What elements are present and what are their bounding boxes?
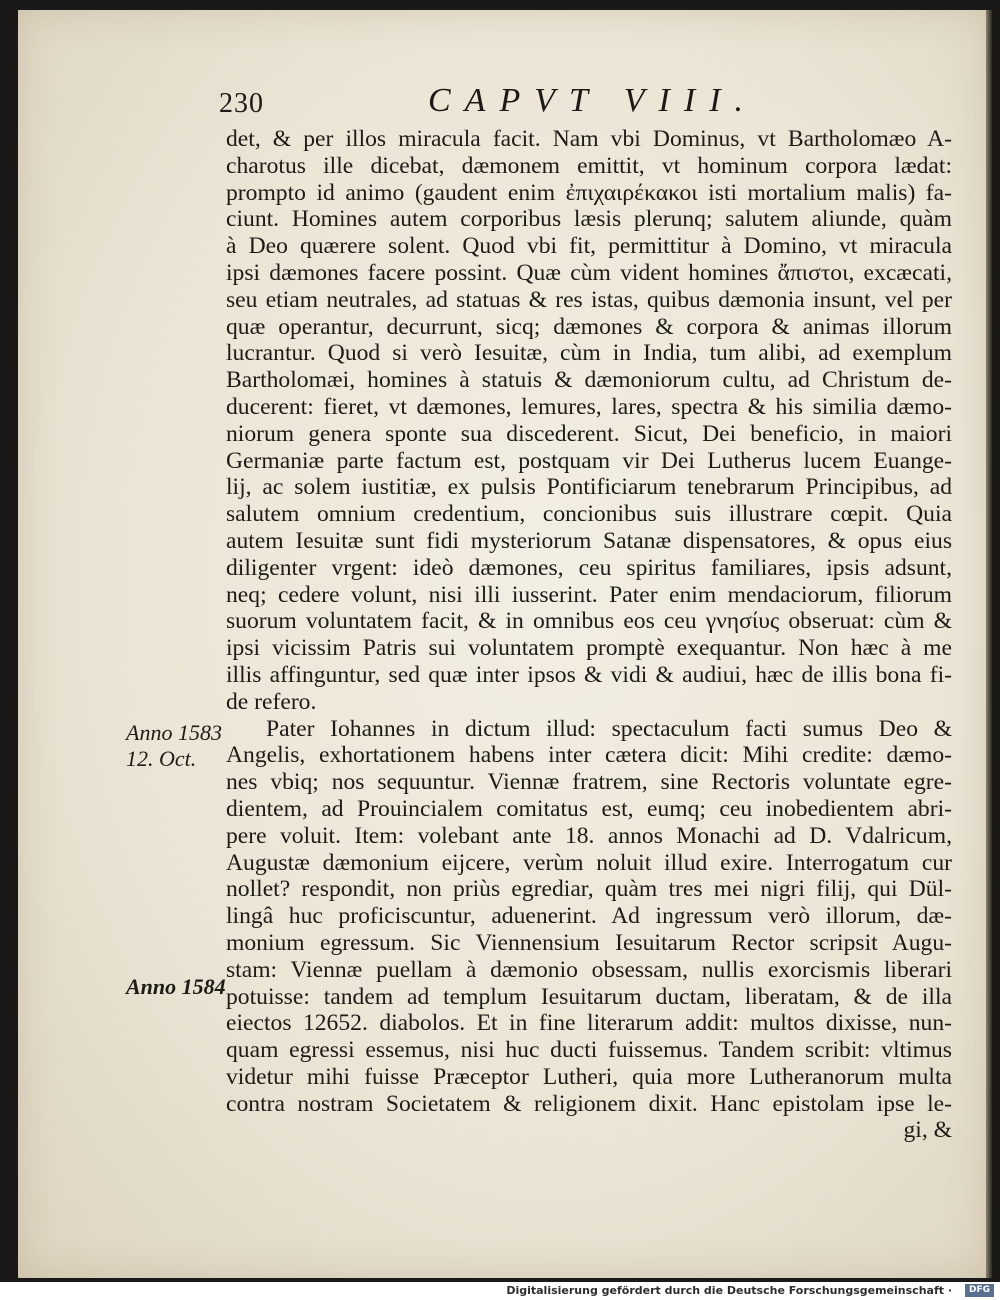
text-line: Bartholomæi, homines à statuis & dæmoniorum cultu, ad Christum de- (226, 367, 952, 394)
running-head: CAPVT VIII. (428, 82, 758, 119)
funding-credit: Digitalisierung gefördert durch die Deutsche Forschungsgemeinschaft · (506, 1284, 952, 1297)
text-line: dientem, ad Prouincialem comitatus est, eumq; ceu inobedientem abri- (226, 795, 952, 822)
text-line: de refero. (226, 688, 317, 715)
text-line: potuisse: tandem ad templum Iesuitarum ductam, liberatam, & de illa (226, 983, 952, 1010)
text-line: suorum voluntatem facit, & in omnibus eos ceu γνησίυς obseruat: cùm & (226, 608, 952, 635)
text-line: lucrantur. Quod si verò Iesuitæ, cùm in India, tum alibi, ad exemplum (226, 340, 952, 367)
text-line: charotus ille dicebat, dæmonem emittit, vt hominum corpora lædat: (226, 152, 952, 179)
text-line: eiectos 12652. diabolos. Et in fine literarum addit: multos dixisse, nun- (226, 1010, 952, 1037)
text-line: autem Iesuitæ sunt fidi mysteriorum Satanæ dispensatores, & opus eius (226, 527, 952, 554)
text-line: lingâ huc proficiscuntur, aduenerint. Ad ingressum verò illorum, dæ- (226, 903, 952, 930)
text-line: Angelis, exhortationem habens inter cætera dicit: Mihi credite: dæmo- (226, 742, 952, 769)
text-line: illis affinguntur, sed quæ inter ipsos & vidi & audiui, hæc de illis bona fi- (226, 661, 952, 688)
text-line: pere voluit. Item: volebant ante 18. annos Monachi ad D. Vdalricum, (226, 822, 952, 849)
text-line: nollet? respondit, non priùs egrediar, quàm tres mei nigri filij, qui Dül- (226, 876, 952, 903)
page-edge (986, 10, 992, 1278)
text-line: lij, ac solem iustitiæ, ex pulsis Pontificiarum tenebrarum Principibus, ad (226, 474, 952, 501)
text-line: neq; cedere volunt, nisi illi iusserint. Pater enim mendaciorum, filiorum (226, 581, 952, 608)
text-line: à Deo quærere solent. Quod vbi fit, permittitur à Domino, vt miracula (226, 233, 952, 260)
marginal-note-date: 12. Oct. (126, 746, 197, 771)
text-line: diligenter vrgent: ideò dæmones, ceu spiritus familiares, ipsis adsunt, (226, 554, 952, 581)
text-line: seu etiam neutrales, ad statuas & res istas, quibus dæmonia insunt, vel per (226, 286, 952, 313)
text-line: quæ operantur, decurrunt, sicq; dæmones & corpora & animas illorum (226, 313, 952, 340)
text-line: ducerent: fieret, vt dæmones, lemures, lares, spectra & his similia dæmo- (226, 393, 952, 420)
page-number: 230 (219, 88, 264, 119)
marginal-note-year: Anno 1583 (126, 720, 222, 745)
footer-bar (0, 1282, 1000, 1300)
text-line: nes vbiq; nos sequuntur. Viennæ fratrem, sine Rectoris voluntate egre- (226, 769, 952, 796)
dfg-logo-icon: DFG (965, 1284, 994, 1297)
marginal-note-year: Anno 1584 (126, 974, 226, 999)
text-line: ciunt. Homines autem corporibus læsis plerunq; salutem aliunde, quàm (226, 206, 952, 233)
main-text (226, 126, 952, 1144)
text-line: niorum genera sponte sua discederent. Sicut, Dei beneficio, in maiori (226, 420, 952, 447)
text-line: Pater Iohannes in dictum illud: spectaculum facti sumus Deo & (266, 715, 952, 742)
text-line: monium egressum. Sic Viennensium Iesuitarum Rector scripsit Augu- (226, 929, 952, 956)
text-line: ipsi vicissim Patris sui voluntatem promptè exequantur. Non hæc à me (226, 635, 952, 662)
text-line: gi, & (903, 1117, 952, 1144)
text-line: Germaniæ parte factum est, postquam vir Dei Lutherus lucem Euange- (226, 447, 952, 474)
text-line: Augustæ dæmonium eijcere, verùm noluit illud exire. Interrogatum cur (226, 849, 952, 876)
text-line: salutem omnium credentium, concionibus suis illustrare cœpit. Quia (226, 501, 952, 528)
text-line: ipsi dæmones facere possint. Quæ cùm vident homines ἄπιστοι, excæcati, (226, 259, 952, 286)
text-line: contra nostram Societatem & religionem dixit. Hanc epistolam ipse le- (226, 1090, 952, 1117)
text-line: det, & per illos miracula facit. Nam vbi Dominus, vt Bartholomæo A- (226, 126, 952, 152)
text-line: videtur mihi fuisse Præceptor Lutheri, quia more Lutheranorum multa (226, 1063, 952, 1090)
text-line: quam egressi essemus, nisi huc ducti fuissemus. Tandem scribit: vltimus (226, 1037, 952, 1064)
text-line: stam: Viennæ puellam à dæmonio obsessam, nullis exorcismis liberari (226, 956, 952, 983)
text-line: prompto id animo (gaudent enim ἐπιχαιρέκακοι isti mortalium malis) fa- (226, 179, 952, 206)
